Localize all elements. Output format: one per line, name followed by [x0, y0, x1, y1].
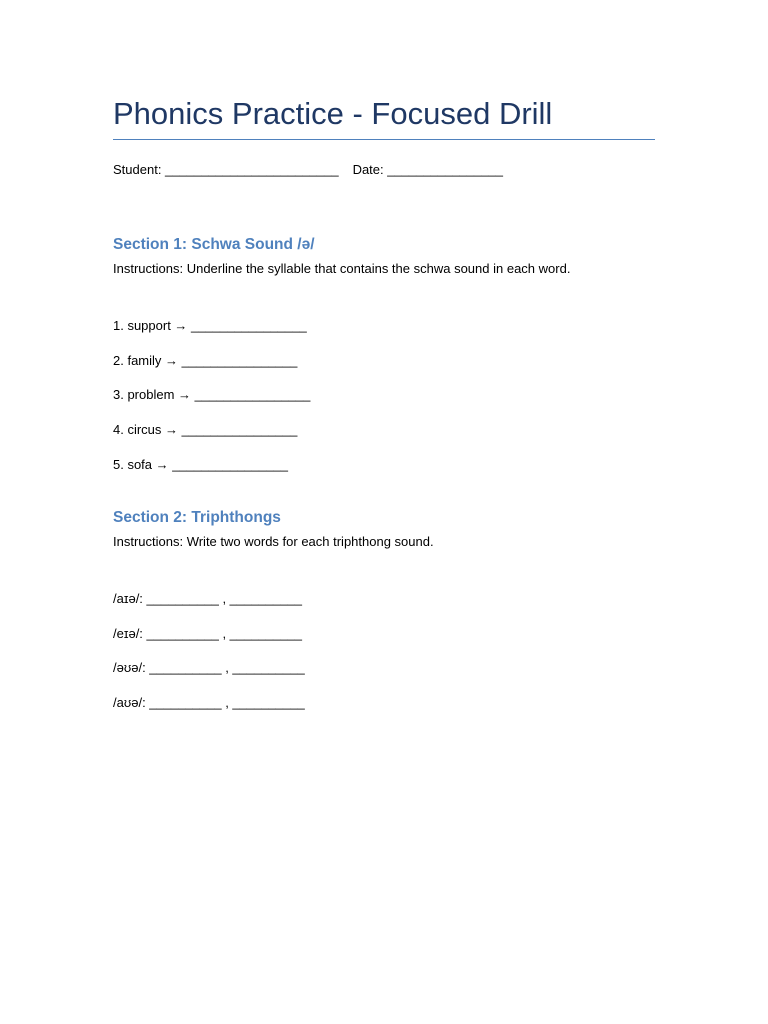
schwa-item: 4. circus → ________________: [113, 422, 298, 437]
title-divider: [113, 139, 655, 140]
schwa-item: 5. sofa → ________________: [113, 457, 288, 472]
student-field: Student: ________________________: [113, 162, 339, 177]
date-field: Date: ________________: [352, 162, 503, 177]
student-date-line: [113, 161, 503, 179]
triphthong-item: /aʊə/: __________ , __________: [113, 695, 305, 710]
page-title: Phonics Practice - Focused Drill: [113, 96, 553, 131]
section2-instructions: Instructions: Write two words for each triphthong sound.: [113, 534, 434, 549]
schwa-item: 3. problem → ________________: [113, 387, 311, 402]
schwa-item: 1. support → ________________: [113, 318, 307, 333]
triphthong-item: /eɪə/: __________ , __________: [113, 626, 302, 641]
schwa-item: 2. family → ________________: [113, 353, 298, 368]
triphthong-item: /aɪə/: __________ , __________: [113, 591, 302, 606]
section1-heading: Section 1: Schwa Sound /ə/: [113, 236, 315, 253]
triphthong-item: /əʊə/: __________ , __________: [113, 660, 305, 675]
section1-instructions: Instructions: Underline the syllable that contains the schwa sound in each word.: [113, 261, 571, 276]
section2-heading: Section 2: Triphthongs: [113, 509, 281, 526]
